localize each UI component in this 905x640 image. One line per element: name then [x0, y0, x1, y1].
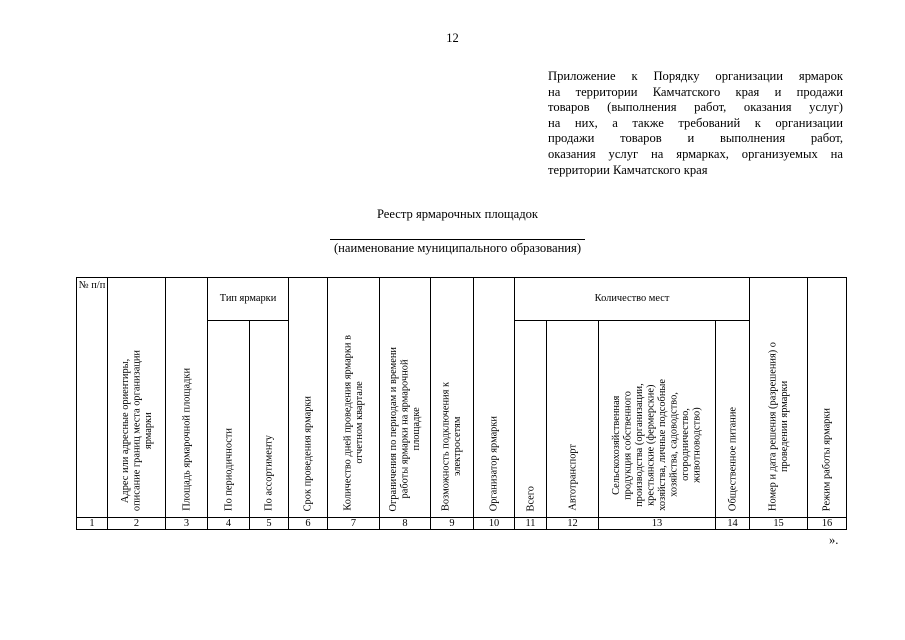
header-area [166, 278, 208, 518]
column-number: 3 [166, 518, 208, 530]
header-places-catering-text: Общественное питание [726, 406, 738, 511]
header-places-group: Количество мест [515, 278, 750, 321]
appendix-line: на них, а также требований к организации [548, 115, 843, 130]
column-number: 1 [77, 518, 108, 530]
header-places-total-text: Всего [524, 485, 536, 511]
column-number: 7 [328, 518, 380, 530]
header-places-total [515, 321, 547, 518]
column-number: 5 [250, 518, 289, 530]
registry-title: Реестр ярмарочных площадок [376, 207, 539, 221]
header-fair-term-text: Срок проведения ярмарки [302, 395, 314, 511]
appendix-line: продажи товаров и выполнения работ, [548, 131, 843, 146]
header-address [108, 278, 166, 518]
column-number: 11 [515, 518, 547, 530]
appendix-line: товаров (выполнения работ, оказания услуг) [548, 100, 843, 115]
header-places-vehicles [547, 321, 599, 518]
header-places-agricultural-text: Сельскохозяйственная продукция собственного производства (организации, крестьянские (фермерские) хозяйства, личные подсобные хозяйства, садоводство, огородничество, животноводство) [611, 379, 703, 511]
header-restrictions [380, 278, 431, 518]
header-work-mode-text: Режим работы ярмарки [821, 407, 833, 511]
appendix-line: территории Камчатского края [548, 162, 708, 177]
header-decision [750, 278, 808, 518]
header-places-vehicles-text: Автотранспорт [566, 444, 578, 511]
appendix-note [548, 69, 843, 178]
column-number: 10 [474, 518, 515, 530]
column-number: 6 [289, 518, 328, 530]
header-restrictions-text: Ограничения по периодам и времени работы ярмарки на ярмарочной площадке [387, 346, 422, 511]
header-places-agricultural [599, 321, 716, 518]
column-number: 16 [808, 518, 847, 530]
header-by-periodicity [208, 321, 250, 518]
header-address-text: Адрес или адресные ориентиры, описание границ места организации ярмарки [119, 349, 154, 511]
column-number: 2 [108, 518, 166, 530]
header-organizer-text: Организатор ярмарки [488, 415, 500, 511]
header-row-number: № п/п [77, 278, 108, 518]
header-places-catering [716, 321, 750, 518]
column-number: 4 [208, 518, 250, 530]
header-days-count [328, 278, 380, 518]
appendix-line: оказания услуг на ярмарках, организуемых на [548, 146, 843, 161]
municipality-blank-line [330, 239, 585, 240]
header-work-mode [808, 278, 847, 518]
appendix-line: на территории Камчатского края и продажи [548, 84, 843, 99]
header-by-assortment-text: По ассортименту [263, 435, 275, 511]
column-number: 14 [716, 518, 750, 530]
header-fair-term [289, 278, 328, 518]
column-number: 13 [599, 518, 716, 530]
header-organizer [474, 278, 515, 518]
column-number: 12 [547, 518, 599, 530]
closing-mark: ». [829, 533, 839, 547]
header-decision-text: Номер и дата решения (разрешения) о проведении ярмарки [767, 341, 790, 511]
column-number: 8 [380, 518, 431, 530]
column-numbers-row [77, 518, 847, 530]
registry-table [76, 277, 847, 530]
header-fair-type-group: Тип ярмарки [208, 278, 289, 321]
header-power-connection-text: Возможность подключения к электросетям [440, 381, 464, 511]
column-number: 15 [750, 518, 808, 530]
column-number: 9 [431, 518, 474, 530]
header-power-connection [431, 278, 474, 518]
page-number: 12 [446, 31, 459, 45]
header-by-assortment [250, 321, 289, 518]
municipality-caption: (наименование муниципального образования) [333, 241, 582, 255]
header-area-text: Площадь ярмарочной площадки [180, 368, 192, 511]
header-days-count-text: Количество дней проведения ярмарки в отчетном квартале [342, 335, 365, 511]
appendix-line: Приложение к Порядку организации ярмарок [548, 69, 843, 83]
header-by-periodicity-text: По периодичности [222, 428, 234, 511]
